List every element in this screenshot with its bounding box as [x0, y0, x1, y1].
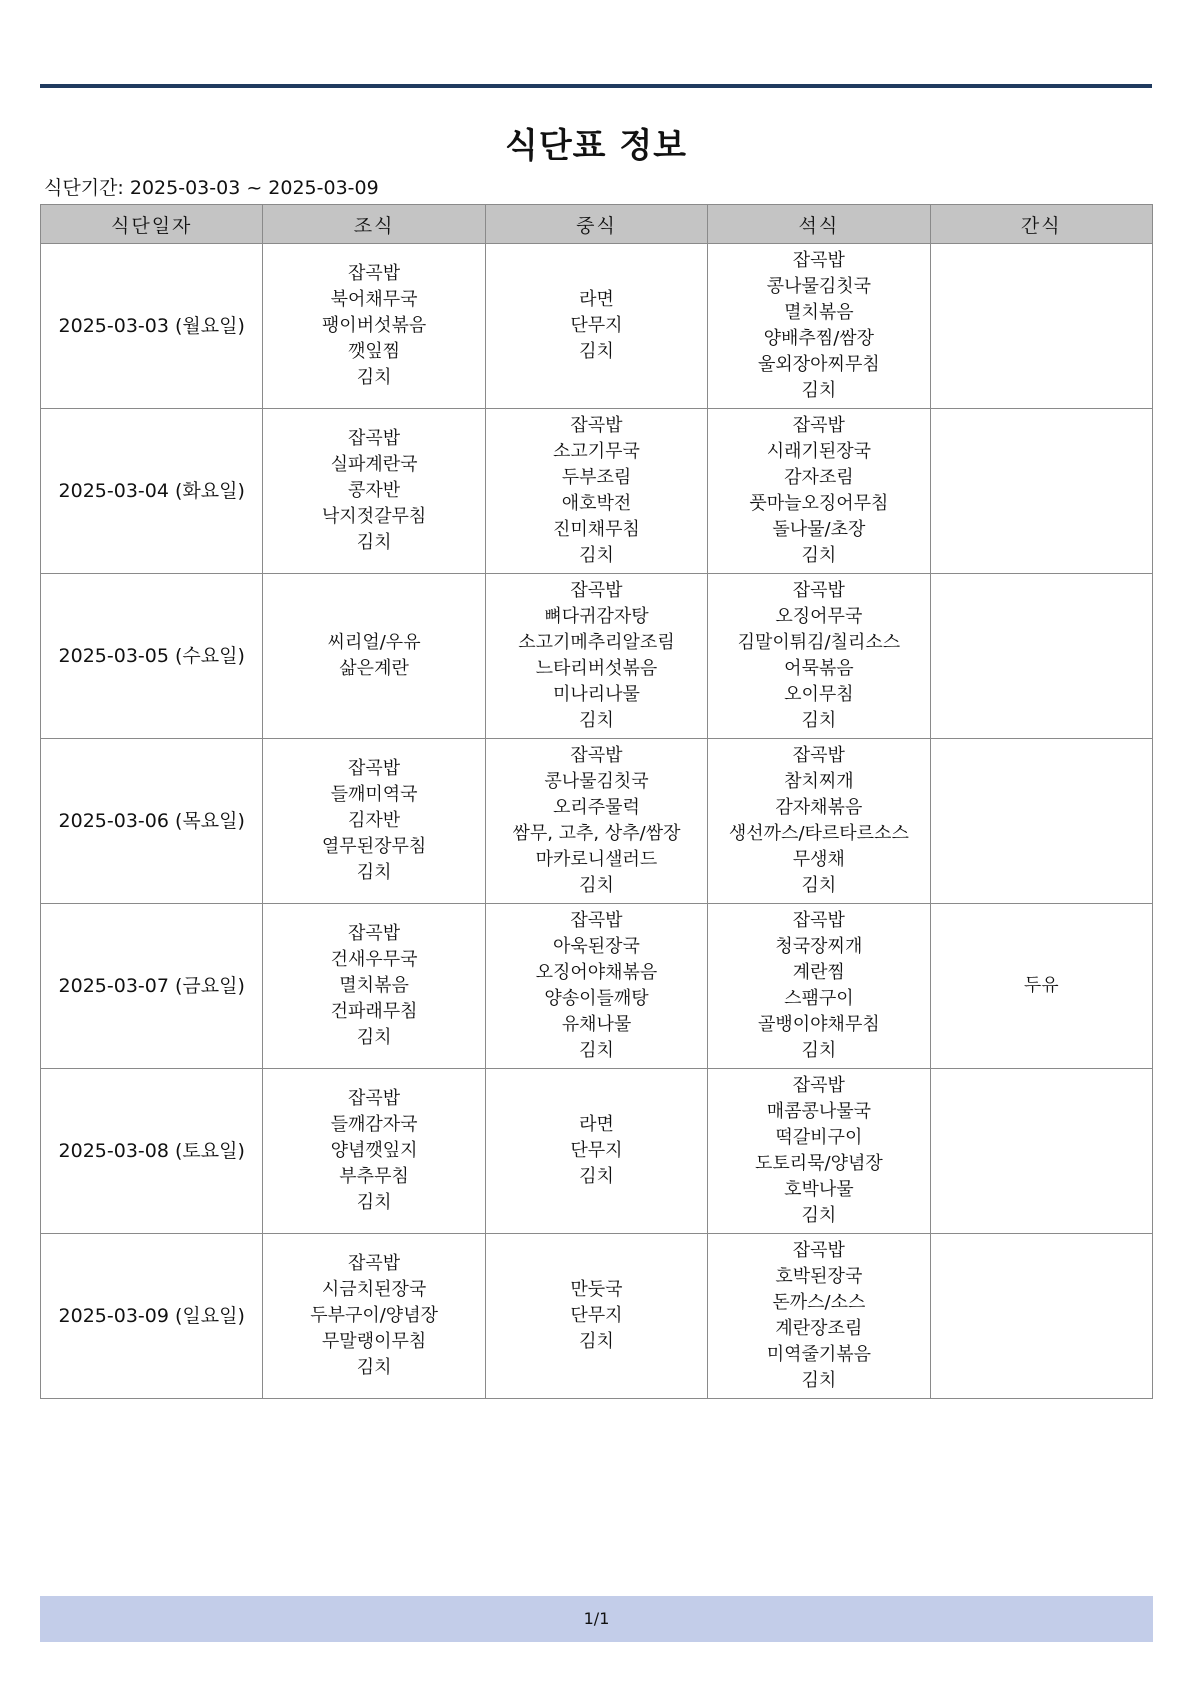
menu-item: 감자조림: [784, 467, 854, 488]
menu-item: 양송이들깨탕: [544, 988, 649, 1009]
menu-item: 소고기메추리알조림: [518, 632, 675, 653]
header-breakfast: 조식: [263, 205, 485, 244]
snack-cell: [930, 409, 1152, 574]
menu-item: 김치: [801, 380, 837, 401]
menu-item: 들깨감자국: [330, 1114, 418, 1135]
menu-item: 낙지젓갈무침: [321, 506, 427, 527]
menu-item: 김치: [356, 532, 392, 553]
header-dinner: 석식: [708, 205, 930, 244]
breakfast-cell: [263, 574, 485, 739]
dinner-cell: [708, 1069, 930, 1234]
menu-item: 잡곡밥: [348, 263, 401, 284]
table-row: [41, 904, 1153, 1069]
menu-item: 북어채무국: [330, 289, 418, 310]
menu-item: 느타리버섯볶음: [535, 658, 658, 679]
lunch-cell: [485, 1069, 707, 1234]
menu-item: 양배추찜/쌈장: [763, 328, 875, 349]
menu-item: 단무지: [570, 1305, 623, 1326]
breakfast-cell: [263, 904, 485, 1069]
menu-item: 두유: [1023, 975, 1059, 996]
menu-item: 멸치볶음: [784, 302, 854, 323]
menu-item: 김말이튀김/칠리소스: [737, 632, 901, 653]
menu-item: 매콤콩나물국: [766, 1101, 872, 1122]
menu-item: 잡곡밥: [348, 923, 401, 944]
menu-item: 미역줄기볶음: [766, 1344, 872, 1365]
snack-cell: [930, 574, 1152, 739]
menu-item: 단무지: [570, 1140, 623, 1161]
menu-item: 라면: [579, 1114, 614, 1135]
table-row: [41, 409, 1153, 574]
menu-item: 쌈무, 고추, 상추/쌈장: [512, 823, 681, 844]
menu-item: 들깨미역국: [330, 784, 418, 805]
dinner-cell: [708, 904, 930, 1069]
menu-item: 부추무침: [339, 1166, 409, 1187]
menu-item: 김치: [801, 1370, 837, 1391]
menu-item: 팽이버섯볶음: [321, 315, 427, 336]
date-cell: 2025-03-03 (월요일): [41, 244, 263, 409]
lunch-cell: [485, 739, 707, 904]
menu-item: 아욱된장국: [553, 936, 640, 957]
menu-item: 소고기무국: [553, 441, 640, 462]
menu-item: 애호박전: [561, 493, 632, 514]
menu-item: 김치: [801, 1040, 837, 1061]
menu-item: 잡곡밥: [348, 1088, 401, 1109]
menu-item: 만둣국: [570, 1279, 623, 1300]
menu-item: 씨리얼/우유: [327, 632, 421, 653]
menu-item: 김치: [579, 1166, 614, 1187]
menu-item: 계란장조림: [775, 1318, 863, 1339]
date-cell: 2025-03-07 (금요일): [41, 904, 263, 1069]
menu-item: 잡곡밥: [570, 580, 623, 601]
snack-cell: [930, 1234, 1152, 1399]
menu-item: 울외장아찌무침: [758, 354, 880, 375]
menu-item: 김치: [801, 1205, 837, 1226]
menu-item: 삶은계란: [339, 658, 409, 679]
date-cell: 2025-03-09 (일요일): [41, 1234, 263, 1399]
date-cell: 2025-03-08 (토요일): [41, 1069, 263, 1234]
menu-item: 깻잎찜: [348, 341, 401, 362]
header-date: 식단일자: [41, 205, 263, 244]
menu-item: 시래기된장국: [766, 441, 872, 462]
menu-item: 김치: [801, 875, 837, 896]
menu-item: 김치: [579, 710, 614, 731]
menu-item: 무생채: [792, 849, 845, 870]
menu-item: 김치: [801, 545, 837, 566]
lunch-cell: [485, 409, 707, 574]
menu-item: 잡곡밥: [570, 745, 623, 766]
page-title: 식단표 정보: [504, 126, 688, 166]
menu-item: 청국장찌개: [775, 936, 863, 957]
menu-item: 감자채볶음: [775, 797, 863, 818]
table-row: [41, 739, 1153, 904]
breakfast-cell: [263, 739, 485, 904]
menu-item: 떡갈비구이: [775, 1127, 863, 1148]
date-cell: 2025-03-06 (목요일): [41, 739, 263, 904]
menu-item: 돈까스/소스: [772, 1292, 866, 1313]
menu-item: 실파계란국: [330, 454, 418, 475]
menu-item: 김치: [356, 1027, 392, 1048]
menu-item: 건새우무국: [330, 949, 418, 970]
menu-item: 돌나물/초장: [772, 519, 866, 540]
menu-item: 풋마늘오징어무침: [749, 493, 889, 514]
menu-item: 잡곡밥: [792, 1075, 845, 1096]
lunch-cell: [485, 904, 707, 1069]
menu-item: 미나리나물: [553, 684, 640, 705]
table-row: [41, 574, 1153, 739]
lunch-cell: [485, 244, 707, 409]
menu-item: 무말랭이무침: [321, 1331, 427, 1352]
menu-item: 오이무침: [784, 684, 854, 705]
menu-item: 잡곡밥: [792, 415, 845, 436]
menu-item: 김치: [579, 1040, 614, 1061]
menu-item: 도토리묵/양념장: [754, 1153, 883, 1174]
top-rule: [40, 84, 1152, 88]
menu-item: 두부조림: [561, 467, 632, 488]
menu-item: 잡곡밥: [348, 758, 401, 779]
snack-cell: [930, 904, 1152, 1069]
page-footer: [40, 1596, 1153, 1642]
menu-item: 콩자반: [348, 480, 401, 501]
menu-item: 김치: [801, 710, 837, 731]
menu-item: 유채나물: [561, 1014, 632, 1035]
snack-cell: [930, 244, 1152, 409]
menu-item: 잡곡밥: [792, 1240, 845, 1261]
menu-item: 잡곡밥: [792, 580, 845, 601]
table-row: [41, 244, 1153, 409]
menu-item: 마카로니샐러드: [535, 849, 658, 870]
menu-item: 단무지: [570, 315, 623, 336]
menu-item: 김치: [579, 1331, 614, 1352]
dinner-cell: [708, 244, 930, 409]
menu-item: 김치: [579, 875, 614, 896]
menu-item: 양념깻잎지: [330, 1140, 418, 1161]
menu-item: 건파래무침: [330, 1001, 418, 1022]
snack-cell: [930, 1069, 1152, 1234]
date-cell: 2025-03-05 (수요일): [41, 574, 263, 739]
menu-item: 참치찌개: [784, 771, 854, 792]
header-lunch: 중식: [485, 205, 707, 244]
menu-item: 잡곡밥: [792, 910, 845, 931]
menu-item: 오리주물럭: [553, 797, 640, 818]
menu-item: 잡곡밥: [348, 1253, 401, 1274]
table-row: [41, 1069, 1153, 1234]
menu-item: 김치: [579, 341, 614, 362]
menu-item: 콩나물김칫국: [766, 276, 872, 297]
menu-item: 스팸구이: [784, 988, 854, 1009]
menu-item: 어묵볶음: [784, 658, 854, 679]
menu-item: 멸치볶음: [339, 975, 409, 996]
page-number: 1/1: [583, 1609, 610, 1628]
breakfast-cell: [263, 409, 485, 574]
menu-item: 잡곡밥: [570, 415, 623, 436]
menu-item: 열무된장무침: [321, 836, 427, 857]
breakfast-cell: [263, 1234, 485, 1399]
menu-item: 잡곡밥: [348, 428, 401, 449]
lunch-cell: [485, 1234, 707, 1399]
menu-item: 콩나물김칫국: [544, 771, 649, 792]
menu-item: 오징어무국: [775, 606, 863, 627]
menu-item: 잡곡밥: [792, 250, 845, 271]
menu-item: 생선까스/타르타르소스: [728, 823, 909, 844]
menu-item: 뼈다귀감자탕: [544, 606, 649, 627]
header-snack: 간식: [930, 205, 1152, 244]
menu-item: 잡곡밥: [570, 910, 623, 931]
menu-item: 골뱅이야채무침: [758, 1014, 880, 1035]
menu-item: 김자반: [348, 810, 401, 831]
menu-item: 김치: [579, 545, 614, 566]
dinner-cell: [708, 574, 930, 739]
menu-item: 잡곡밥: [792, 745, 845, 766]
menu-item: 진미채무침: [553, 519, 640, 540]
dinner-cell: [708, 1234, 930, 1399]
snack-cell: [930, 739, 1152, 904]
menu-item: 김치: [356, 1192, 392, 1213]
menu-item: 계란찜: [792, 962, 845, 983]
menu-item: 호박나물: [784, 1179, 854, 1200]
breakfast-cell: [263, 1069, 485, 1234]
lunch-cell: [485, 574, 707, 739]
menu-item: 김치: [356, 862, 392, 883]
menu-item: 호박된장국: [775, 1266, 863, 1287]
dinner-cell: [708, 739, 930, 904]
menu-item: 김치: [356, 367, 392, 388]
menu-item: 시금치된장국: [321, 1279, 427, 1300]
menu-item: 김치: [356, 1357, 392, 1378]
menu-item: 두부구이/양념장: [310, 1305, 438, 1326]
date-cell: 2025-03-04 (화요일): [41, 409, 263, 574]
dinner-cell: [708, 409, 930, 574]
menu-item: 오징어야채볶음: [535, 962, 658, 983]
meal-table: [40, 204, 1153, 1399]
breakfast-cell: [263, 244, 485, 409]
meal-period: 식단기간: 2025-03-03 ~ 2025-03-09: [44, 177, 379, 199]
menu-item: 라면: [579, 289, 614, 310]
table-row: [41, 1234, 1153, 1399]
table-header-row: [41, 205, 1153, 244]
